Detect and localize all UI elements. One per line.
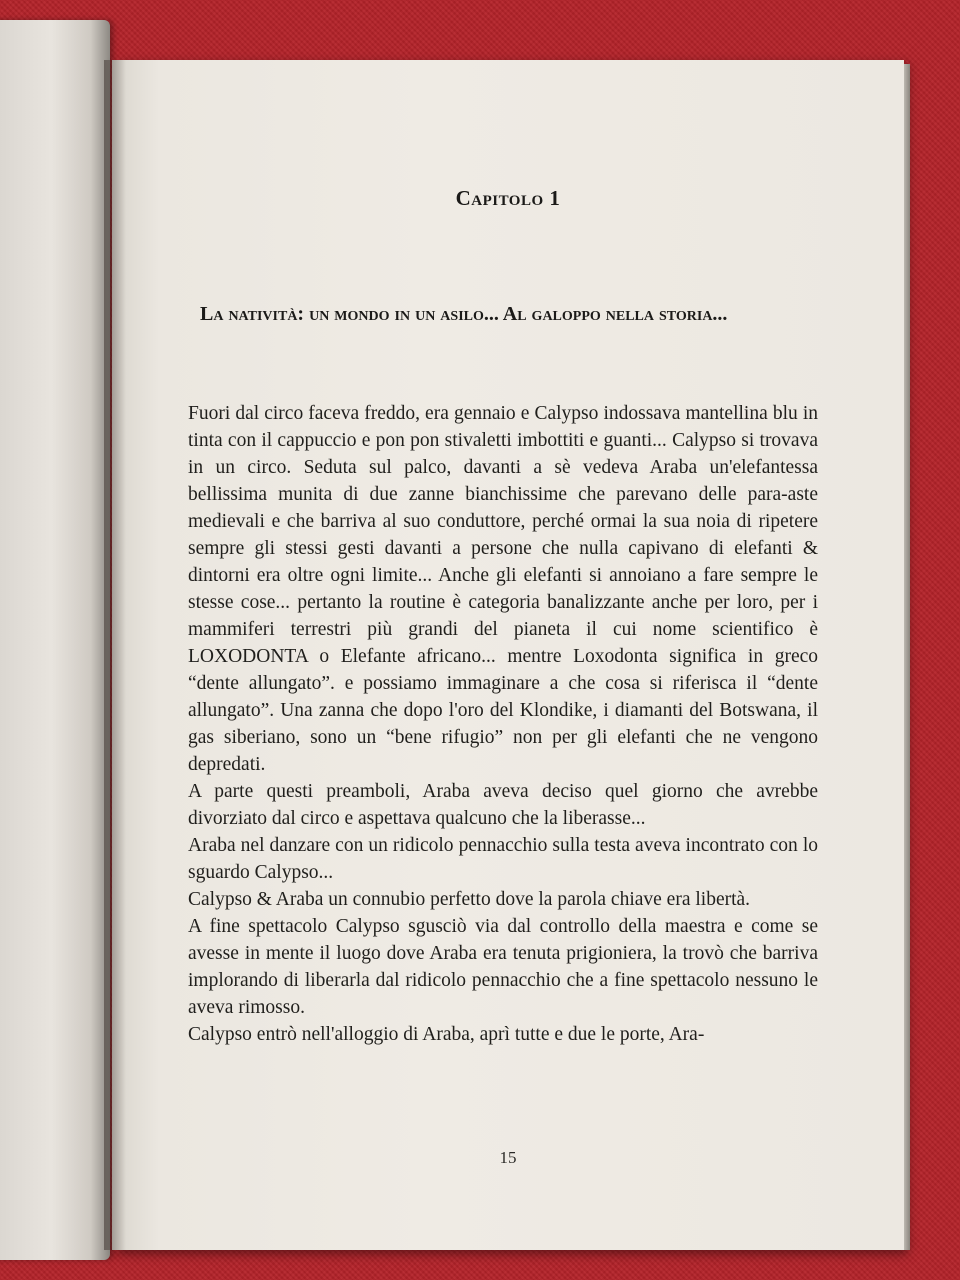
book-page bbox=[112, 60, 904, 1250]
spine-shadow bbox=[104, 60, 126, 1250]
paragraph: A parte questi preamboli, Araba aveva deciso quel giorno che avrebbe divorziato dal circo e aspettava qualcuno che la liberasse... bbox=[188, 781, 818, 829]
paragraph: A fine spettacolo Calypso sgusciò via dal controllo della maestra e come se avesse in mente il luogo dove Araba era tenuta prigioniera, la trovò che barriva implorando di liberarla dal ridicolo pennacchio che a fine spettacolo nessuno le aveva rimosso. bbox=[188, 916, 818, 1018]
body-text bbox=[188, 400, 818, 1048]
chapter-heading: Capitolo 1 bbox=[455, 186, 561, 210]
paragraph: Calypso entrò nell'alloggio di Araba, aprì tutte e due le porte, Ara- bbox=[188, 1024, 705, 1045]
paragraph: Calypso & Araba un connubio perfetto dove la parola chiave era libertà. bbox=[188, 889, 751, 910]
left-page-edge bbox=[0, 20, 110, 1260]
paragraph: Araba nel danzare con un ridicolo pennacchio sulla testa aveva incontrato con lo sguardo Calypso... bbox=[188, 835, 818, 883]
paragraph: Fuori dal circo faceva freddo, era gennaio e Calypso indossava mantellina blu in tinta con il cappuccio e pon pon stivaletti imbottiti e guanti... Calypso si trovava in un circo. Seduta sul palco, davanti a sè vedeva Araba un'elefantessa bellissima munita di due zanne bianchissime che parevano delle para-aste medievali e che barriva al suo conduttore, perché ormai la sua noia di ripetere sempre gli stessi gesti davanti a persone che nulla capivano di elefanti & dintorni era oltre ogni limite... Anche gli elefanti si annoiano a fare sempre le stesse cose... pertanto la routine è categoria banalizzante anche per loro, per i mammiferi terrestri più grandi del pianeta il cui nome scientifico è LOXODONTA o Elefante africano... mentre Loxodonta significa in greco “dente allungato”. e possiamo immaginare a che cosa si riferisca il “dente allungato”. Una zanna che dopo l'oro del Klondike, i diamanti del Botswana, il gas siberiano, sono un “bene rifugio” non per gli elefanti che ne vengono depredati. bbox=[188, 403, 818, 775]
section-title: La natività: un mondo in un asilo... Al galoppo nella storia... bbox=[200, 303, 728, 325]
page-stack-edge bbox=[904, 64, 910, 1250]
page-number: 15 bbox=[499, 1148, 517, 1167]
